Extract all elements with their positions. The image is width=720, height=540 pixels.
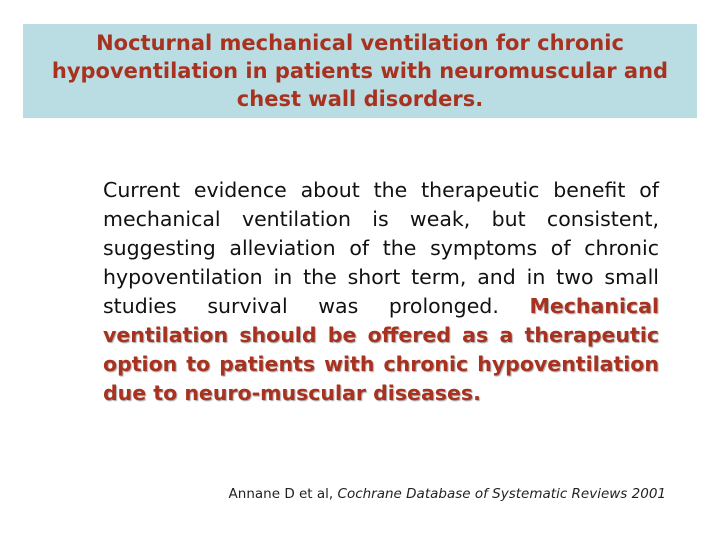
citation-authors: Annane D et al, [228, 486, 338, 502]
body-paragraph [103, 176, 659, 408]
title-banner [23, 24, 697, 118]
body-plain-text: Current evidence about the therapeutic benefit of mechanical ventilation is weak, but consistent, suggesting alleviation of the symptoms of chronic hypoventilation in the short term, and in two small studies survival was prolonged. [103, 178, 659, 318]
body-emphasis-text: Mechanical ventilation should be offered as a therapeutic option to patients with chronic hypoventilation due to neuro-muscular diseases. [103, 294, 659, 405]
citation-source: Cochrane Database of Systematic Reviews 2001 [337, 486, 666, 502]
citation [229, 486, 666, 502]
slide-title: Nocturnal mechanical ventilation for chronic hypoventilation in patients with neuromuscular and chest wall disorders. [51, 31, 669, 111]
